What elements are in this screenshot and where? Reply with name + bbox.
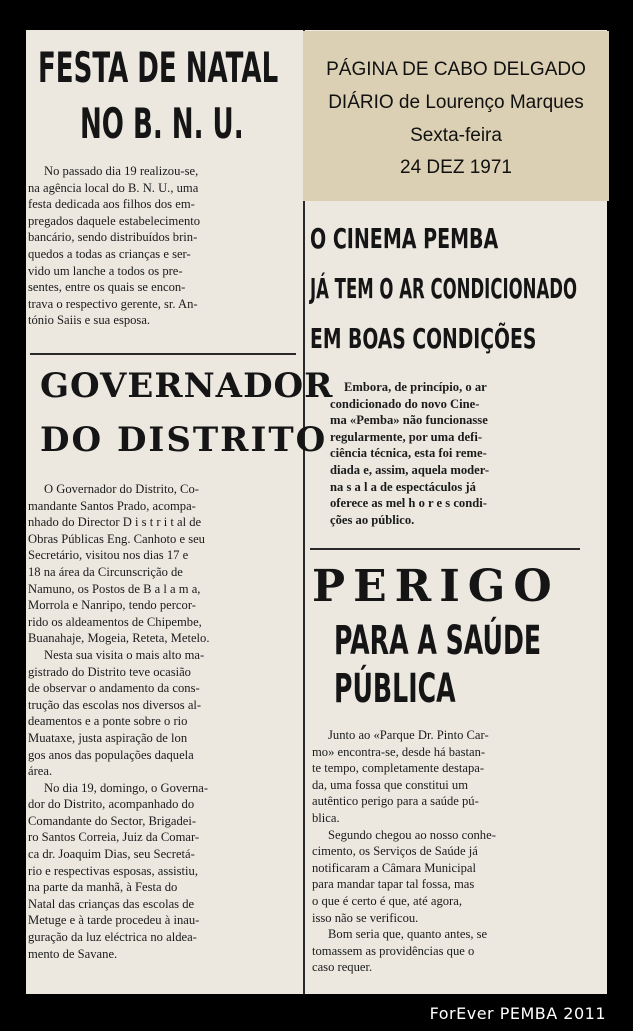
perigo-body [312, 727, 604, 976]
body-line: nhado do Director D i s t r i t al de [28, 515, 202, 530]
governador-body [28, 481, 300, 962]
body-line: autêntico perigo para a saúde pú- [312, 794, 479, 809]
body-line: blica. [312, 810, 340, 825]
body-line: regularmente, por uma defi- [330, 429, 483, 444]
body-line: condicionado do novo Cine- [330, 396, 480, 411]
body-line: caso requer. [312, 960, 373, 975]
body-line: O Governador do Distrito, Co- [44, 482, 199, 496]
body-line: quedos a todas as crianças e ser- [28, 246, 191, 261]
body-line: área. [28, 764, 53, 779]
festa-headline-line1: FESTA DE NATAL [38, 43, 279, 92]
body-line: vido um lanche a todos os pre- [28, 263, 183, 278]
body-line: guração da luz eléctrica no aldea- [28, 930, 197, 945]
body-line: da, uma fossa que constitui um [312, 777, 468, 792]
body-line: No passado dia 19 realizou-se, [44, 164, 199, 178]
section-divider [30, 353, 296, 355]
perigo-headline-line1: PERIGO [312, 561, 560, 612]
body-line: na s a l a de espectáculos já [330, 479, 476, 494]
body-line: mento de Savane. [28, 946, 118, 961]
festa-body [28, 163, 296, 329]
body-line: No dia 19, domingo, o Governa- [44, 780, 209, 795]
clipping-source-caption [303, 31, 609, 201]
cinema-body [330, 379, 566, 528]
body-line: rido os aldeamentos de Chipembe, [28, 614, 202, 629]
body-line: Junto ao «Parque Dr. Pinto Car- [328, 728, 489, 742]
body-line: Secretário, visitou nos dias 17 e [28, 548, 189, 563]
body-line: sentes, entre os quais se encon- [28, 280, 186, 295]
caption-weekday: Sexta-feira [410, 125, 502, 146]
section-divider [310, 548, 580, 550]
body-line: ções ao público. [330, 512, 415, 527]
caption-page: PÁGINA DE CABO DELGADO [326, 59, 586, 80]
body-line: ro Santos Correia, Juiz da Comar- [28, 830, 200, 845]
credit-watermark: ForEver PEMBA 2011 [429, 1004, 606, 1023]
body-line: Segundo chegou ao nosso conhe- [328, 827, 496, 842]
body-line: trava o respectivo gerente, sr. An- [28, 296, 198, 311]
body-line: rio e respectivas esposas, assistiu, [28, 863, 198, 878]
caption-newspaper: DIÁRIO de Lourenço Marques [328, 92, 584, 113]
body-line: de observar o andamento da cons- [28, 681, 200, 696]
body-line: 18 na área da Circunscrição de [28, 564, 183, 579]
body-line: Muataxe, justa aspiração de lon [28, 730, 188, 745]
body-line: Buanahaje, Mogeia, Reteta, Metelo. [28, 631, 210, 646]
body-line: bancário, sendo distribuídos brin- [28, 230, 198, 245]
body-line: para mandar tapar tal fossa, mas [312, 877, 475, 892]
perigo-headline-line3: PÚBLICA [334, 666, 456, 712]
body-line: gistrado do Distrito teve ocasião [28, 664, 191, 679]
body-line: ma «Pemba» não funcionasse [330, 413, 488, 428]
perigo-headline-line2: PARA A SAÚDE [334, 618, 542, 664]
body-line: tomassem as providências que o [312, 943, 475, 958]
governador-headline-line2: DO DISTRITO [40, 420, 328, 460]
body-line: oferece as mel h o r e s condi- [330, 496, 487, 511]
cinema-headline-line1: O CINEMA PEMBA [310, 222, 499, 255]
body-line: notificaram a Câmara Municipal [312, 860, 477, 875]
cinema-headline-line2: JÁ TEM O AR CONDICIONADO [310, 272, 578, 305]
body-line: Nesta sua visita o mais alto ma- [44, 647, 205, 662]
body-line: diada e, assim, aquela moder- [330, 462, 490, 477]
body-line: Metuge e à tarde procedeu à inau- [28, 913, 200, 928]
body-line: Bom seria que, quanto antes, se [328, 927, 488, 942]
caption-date: 24 DEZ 1971 [400, 157, 512, 178]
body-line: Obras Públicas Eng. Canhoto e seu [28, 531, 205, 546]
body-line: te tempo, completamente destapa- [312, 761, 485, 776]
body-line: tónio Saiis e sua esposa. [28, 313, 151, 328]
body-line: Morrola e Nanripo, tendo percor- [28, 598, 196, 613]
body-line: Embora, de princípio, o ar [344, 380, 487, 394]
body-line: na parte da manhã, à Festa do [28, 880, 178, 895]
body-line: cimento, os Serviços de Saúde já [312, 844, 478, 859]
body-line: gos anos das populações daquela [28, 747, 194, 762]
body-line: mandante Santos Prado, acompa- [28, 498, 196, 513]
body-line: o que é certo é que, até agora, [312, 893, 462, 908]
body-line: Namuno, os Postos de B a l a m a, [28, 581, 201, 596]
body-line: festa dedicada aos filhos dos em- [28, 197, 195, 212]
body-line: Comandante do Sector, Brigadei- [28, 813, 197, 828]
body-line: isso não se verificou. [312, 910, 419, 925]
body-line: trução das escolas nos diversos al- [28, 697, 202, 712]
festa-headline-line2: NO B. N. U. [80, 99, 244, 148]
cinema-headline-line3: EM BOAS CONDIÇÕES [310, 322, 537, 355]
body-line: na agência local do B. N. U., uma [28, 180, 199, 195]
body-line: pregados daquele estabelecimento [28, 213, 201, 228]
body-line: ca dr. Joaquim Dias, seu Secretá- [28, 847, 195, 862]
body-line: dor do Distrito, acompanhado do [28, 797, 195, 812]
body-line: Natal das crianças das escolas de [28, 896, 195, 911]
body-line: ciência técnica, esta foi reme- [330, 446, 487, 461]
governador-headline-line1: GOVERNADOR [40, 366, 334, 406]
body-line: mo» encontra-se, desde há bastan- [312, 744, 486, 759]
body-line: deamentos e a ponte sobre o rio [28, 714, 188, 729]
